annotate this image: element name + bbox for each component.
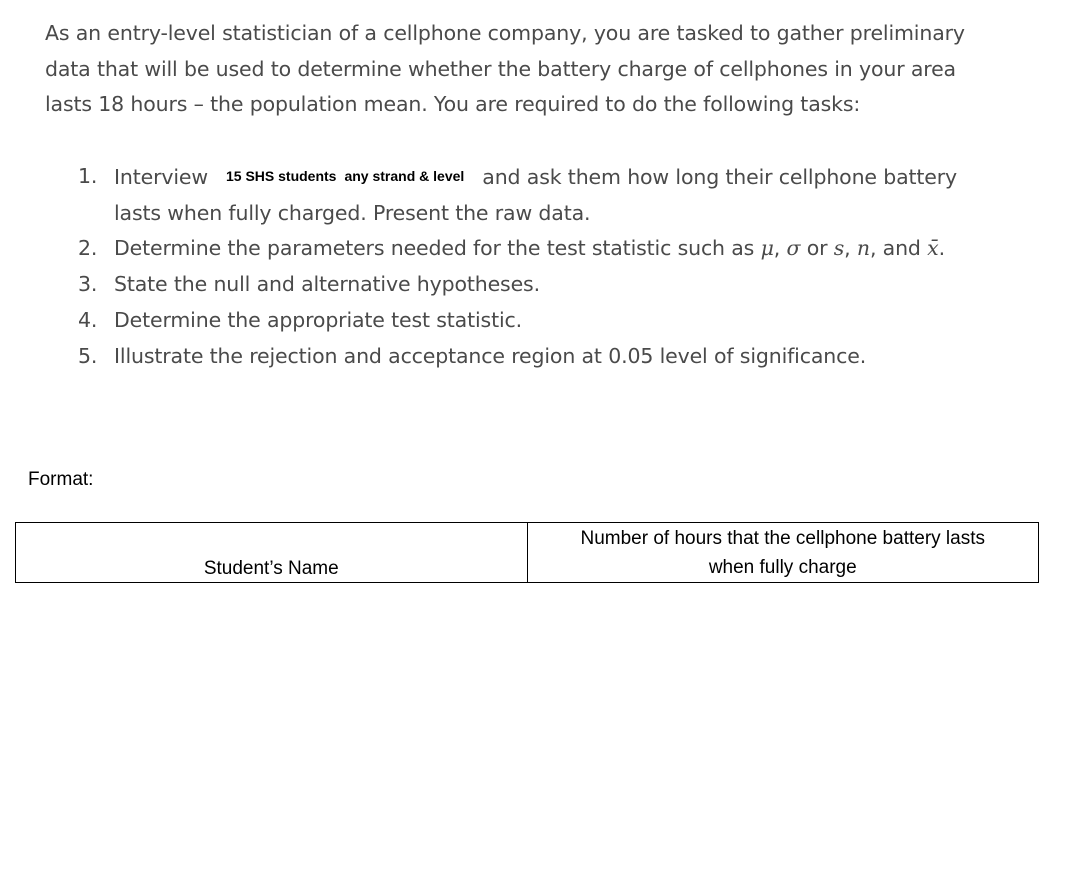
- student-name-header: Student’s Name: [16, 523, 528, 583]
- task-text: Illustrate the rejection and acceptance region at 0.05 level of significance.: [114, 343, 867, 368]
- and-word: , and: [869, 236, 928, 261]
- task-number: 2.: [78, 236, 98, 261]
- task-number: 3.: [78, 272, 98, 297]
- xbar-symbol: x̄: [927, 236, 939, 261]
- fill-in-students: 15 SHS students: [225, 168, 337, 184]
- s-symbol: s: [833, 236, 845, 261]
- fill-in-answer: [226, 159, 464, 195]
- sigma-symbol: σ: [786, 236, 801, 261]
- task-text: Interview: [114, 165, 208, 189]
- task-number: 4.: [78, 307, 98, 332]
- intro-line: data that will be used to determine whether the battery charge of cellphones in your area: [45, 56, 956, 81]
- task-item: [78, 159, 1038, 231]
- task-item: [78, 339, 1038, 375]
- n-symbol: n: [856, 236, 870, 261]
- task-text: and ask them how long their cellphone battery: [482, 165, 958, 189]
- table-header-row: [16, 523, 1039, 583]
- task-text-continued: lasts when fully charged. Present the raw data.: [114, 200, 591, 225]
- period: .: [938, 236, 945, 261]
- task-number: 5.: [78, 343, 98, 368]
- fill-in-strand: any strand & level: [344, 168, 465, 184]
- task-item: [78, 303, 1038, 339]
- mu-symbol: μ: [760, 236, 774, 261]
- separator: ,: [773, 236, 787, 261]
- format-label: Format:: [28, 469, 94, 490]
- task-list: [78, 159, 1038, 374]
- or-word: or: [800, 236, 834, 261]
- battery-hours-header-line2: when fully charge: [708, 557, 857, 578]
- battery-hours-header: [527, 523, 1039, 583]
- format-table: [15, 522, 1039, 583]
- intro-line: lasts 18 hours – the population mean. You are required to do the following tasks:: [45, 92, 861, 116]
- intro-paragraph: [45, 16, 1045, 123]
- intro-line: As an entry-level statistician of a cellphone company, you are tasked to gather preliminary: [45, 21, 965, 45]
- task-item: [78, 267, 1038, 303]
- separator: ,: [844, 236, 857, 261]
- task-item: [78, 231, 1038, 267]
- task-text: Determine the parameters needed for the test statistic such as: [114, 236, 761, 261]
- task-number: 1.: [78, 164, 98, 188]
- task-text: Determine the appropriate test statistic.: [114, 307, 522, 332]
- task-text: State the null and alternative hypotheses.: [114, 272, 540, 297]
- battery-hours-header-line1: Number of hours that the cellphone battery lasts: [580, 528, 985, 549]
